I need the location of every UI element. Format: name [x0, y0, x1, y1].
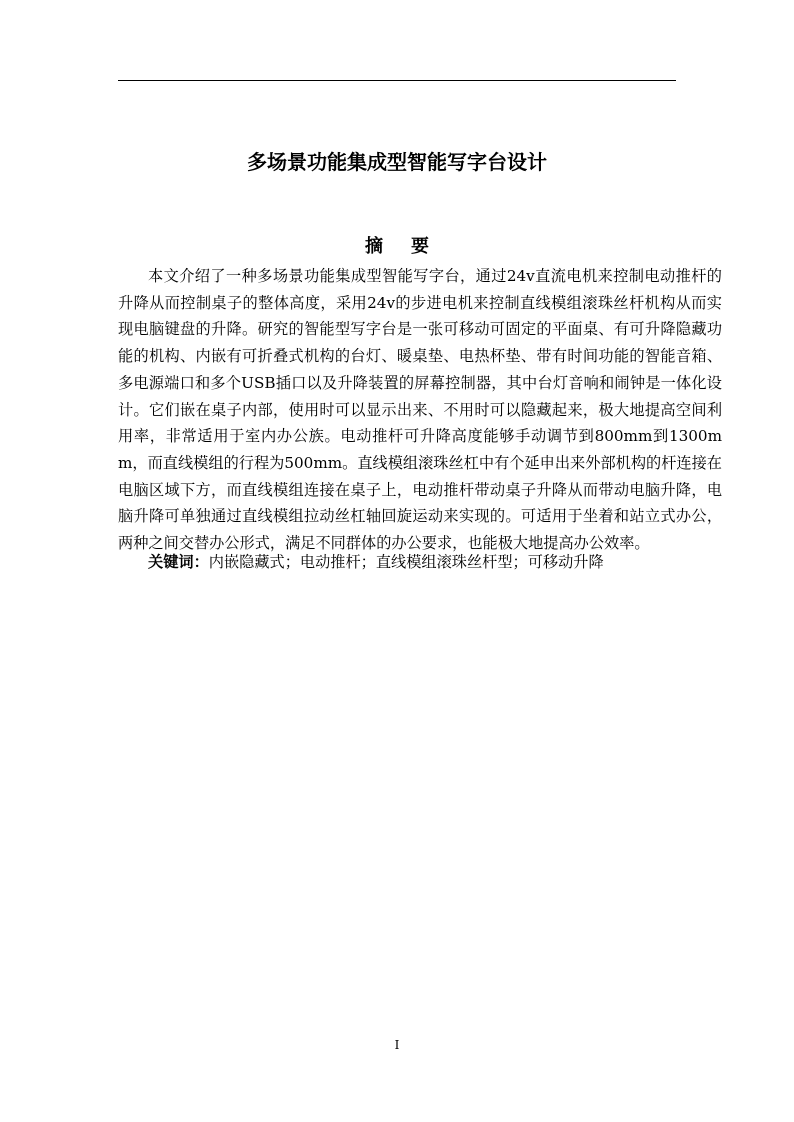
keywords-text: 内嵌隐藏式；电动推杆；直线模组滚珠丝杆型；可移动升降	[208, 553, 604, 571]
keywords-line	[148, 549, 722, 576]
document-title: 多场景功能集成型智能写字台设计	[247, 150, 547, 174]
header-rule	[118, 80, 676, 81]
abstract-body: 本文介绍了一种多场景功能集成型智能写字台，通过24v直流电机来控制电动推杆的升降从而控制桌子的整体高度，采用24v的步进电机来控制直线模组滚珠丝杆机构从而实现电脑键盘的升降。研究的智能型写字台是一张可移动可固定的平面桌、有可升降隐藏功能的机构、内嵌有可折叠式机构的台灯、暖桌垫、电热杯垫、带有时间功能的智能音箱、多电源端口和多个USB插口以及升降装置的屏幕控制器，其中台灯音响和闹钟是一体化设计。它们嵌在桌子内部，使用时可以显示出来、不用时可以隐藏起来，极大地提高空间利用率，非常适用于室内办公族。电动推杆可升降高度能够手动调节到800mm到1300mm，而直线模组的行程为500mm。直线模组滚珠丝杠中有个延申出来外部机构的杆连接在电脑区域下方，而直线模组连接在桌子上，电动推杆带动桌子升降从而带动电脑升降，电脑升降可单独通过直线模组拉动丝杠轴回旋运动来实现的。可适用于坐着和站立式办公，两种之间交替办公形式，满足不同群体的办公要求，也能极大地提高办公效率。	[118, 267, 722, 553]
keywords-label: 关键词：	[148, 553, 209, 571]
page-number: I	[394, 1038, 400, 1052]
abstract-heading: 摘要	[365, 236, 457, 257]
